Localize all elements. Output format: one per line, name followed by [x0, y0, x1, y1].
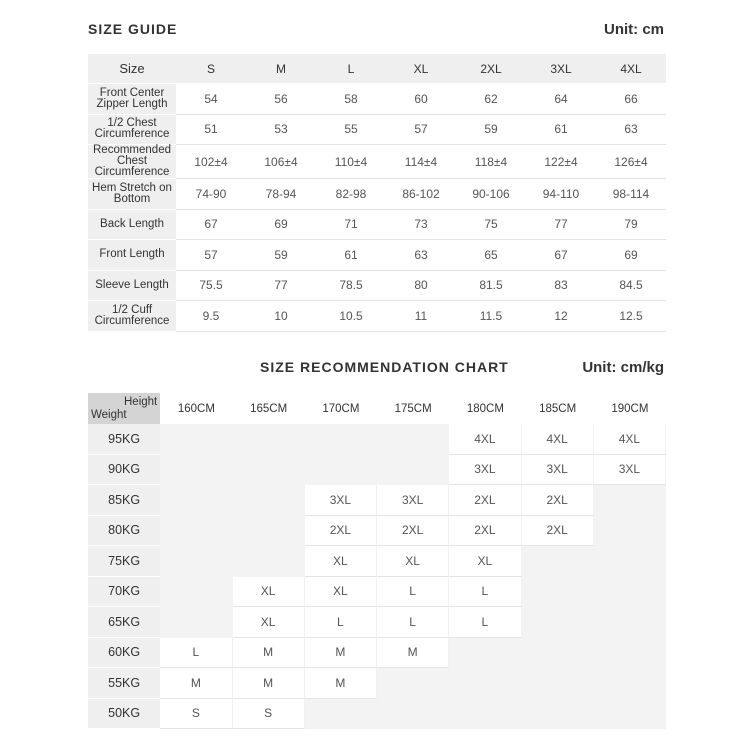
weight-row-label: 60KG — [88, 638, 160, 669]
table-row — [88, 424, 666, 455]
empty-cell — [522, 668, 594, 699]
height-column-header: 185CM — [522, 393, 594, 424]
measurement-value: 102±4 — [176, 145, 246, 179]
table-row — [88, 516, 666, 547]
weight-row-label: 50KG — [88, 699, 160, 730]
empty-cell — [449, 668, 521, 699]
size-column-header: S — [176, 54, 246, 84]
empty-cell — [160, 546, 232, 577]
empty-cell — [233, 516, 305, 547]
recommended-size-cell: 2XL — [449, 485, 521, 516]
measurement-value: 75 — [456, 210, 526, 241]
measurement-value: 79 — [596, 210, 666, 241]
measurement-value: 61 — [526, 115, 596, 146]
recommended-size-cell: 3XL — [377, 485, 449, 516]
measurement-value: 81.5 — [456, 271, 526, 302]
measurement-value: 110±4 — [316, 145, 386, 179]
table-row — [88, 179, 666, 210]
measurement-value: 65 — [456, 240, 526, 271]
empty-cell — [522, 638, 594, 669]
measurement-value: 57 — [386, 115, 456, 146]
height-column-header: 175CM — [377, 393, 449, 424]
measurement-label: 1/2 Cuff Circumference — [88, 301, 176, 332]
measurement-value: 80 — [386, 271, 456, 302]
empty-cell — [594, 577, 666, 608]
recommended-size-cell: XL — [449, 546, 521, 577]
table-row — [88, 210, 666, 241]
empty-cell — [305, 699, 377, 730]
measurement-value: 10.5 — [316, 301, 386, 332]
recommended-size-cell: 4XL — [594, 424, 666, 455]
empty-cell — [160, 424, 232, 455]
size-guide-header-row — [88, 54, 666, 84]
height-weight-corner — [88, 393, 160, 424]
empty-cell — [377, 699, 449, 730]
recommended-size-cell: M — [305, 638, 377, 669]
recommended-size-cell: 4XL — [449, 424, 521, 455]
height-column-header: 190CM — [594, 393, 666, 424]
size-header-label: Size — [88, 54, 176, 84]
size-guide-body — [88, 84, 666, 332]
recommendation-title-bar — [88, 356, 664, 378]
measurement-label: Back Length — [88, 210, 176, 241]
measurement-value: 86-102 — [386, 179, 456, 210]
weight-row-label: 90KG — [88, 455, 160, 486]
recommended-size-cell: S — [233, 699, 305, 730]
table-row — [88, 84, 666, 115]
table-row — [88, 699, 666, 730]
measurement-value: 10 — [246, 301, 316, 332]
recommended-size-cell: S — [160, 699, 232, 730]
table-row — [88, 271, 666, 302]
empty-cell — [594, 699, 666, 730]
weight-row-label: 75KG — [88, 546, 160, 577]
empty-cell — [449, 699, 521, 730]
weight-row-label: 85KG — [88, 485, 160, 516]
recommendation-title: SIZE RECOMMENDATION CHART — [260, 359, 509, 375]
empty-cell — [160, 516, 232, 547]
measurement-value: 77 — [526, 210, 596, 241]
empty-cell — [522, 577, 594, 608]
empty-cell — [594, 516, 666, 547]
table-row — [88, 668, 666, 699]
measurement-value: 11 — [386, 301, 456, 332]
measurement-value: 75.5 — [176, 271, 246, 302]
recommended-size-cell: XL — [305, 577, 377, 608]
measurement-label: Recommended Chest Circumference — [88, 145, 176, 179]
table-row — [88, 240, 666, 271]
recommended-size-cell: 2XL — [522, 485, 594, 516]
recommended-size-cell: XL — [233, 607, 305, 638]
measurement-value: 114±4 — [386, 145, 456, 179]
recommended-size-cell: 2XL — [377, 516, 449, 547]
measurement-value: 63 — [596, 115, 666, 146]
height-column-header: 170CM — [305, 393, 377, 424]
empty-cell — [305, 455, 377, 486]
empty-cell — [233, 485, 305, 516]
measurement-value: 56 — [246, 84, 316, 115]
measurement-value: 59 — [456, 115, 526, 146]
height-column-header: 165CM — [233, 393, 305, 424]
recommended-size-cell: 4XL — [522, 424, 594, 455]
recommendation-body — [88, 424, 666, 729]
table-row — [88, 145, 666, 179]
recommended-size-cell: XL — [233, 577, 305, 608]
empty-cell — [233, 546, 305, 577]
measurement-label: Sleeve Length — [88, 271, 176, 302]
size-column-header: L — [316, 54, 386, 84]
table-row — [88, 607, 666, 638]
recommended-size-cell: L — [160, 638, 232, 669]
measurement-value: 69 — [246, 210, 316, 241]
measurement-value: 54 — [176, 84, 246, 115]
measurement-value: 12 — [526, 301, 596, 332]
measurement-value: 78.5 — [316, 271, 386, 302]
recommended-size-cell: XL — [305, 546, 377, 577]
corner-height-label: Height — [124, 396, 158, 408]
size-guide-title-bar — [88, 18, 664, 40]
empty-cell — [233, 455, 305, 486]
recommendation-unit: Unit: cm/kg — [582, 358, 664, 376]
measurement-label: 1/2 Chest Circumference — [88, 115, 176, 146]
empty-cell — [522, 699, 594, 730]
measurement-value: 78-94 — [246, 179, 316, 210]
weight-row-label: 65KG — [88, 607, 160, 638]
measurement-value: 94-110 — [526, 179, 596, 210]
measurement-label: Hem Stretch on Bottom — [88, 179, 176, 210]
empty-cell — [377, 455, 449, 486]
recommended-size-cell: M — [305, 668, 377, 699]
empty-cell — [522, 546, 594, 577]
measurement-value: 74-90 — [176, 179, 246, 210]
measurement-value: 67 — [526, 240, 596, 271]
measurement-value: 57 — [176, 240, 246, 271]
empty-cell — [594, 485, 666, 516]
measurement-value: 73 — [386, 210, 456, 241]
empty-cell — [377, 424, 449, 455]
measurement-value: 71 — [316, 210, 386, 241]
measurement-value: 55 — [316, 115, 386, 146]
weight-row-label: 80KG — [88, 516, 160, 547]
table-row — [88, 577, 666, 608]
size-column-header: 2XL — [456, 54, 526, 84]
size-column-header: 4XL — [596, 54, 666, 84]
weight-row-label: 70KG — [88, 577, 160, 608]
recommended-size-cell: 2XL — [522, 516, 594, 547]
measurement-value: 60 — [386, 84, 456, 115]
empty-cell — [594, 668, 666, 699]
empty-cell — [160, 455, 232, 486]
empty-cell — [449, 638, 521, 669]
recommended-size-cell: 3XL — [594, 455, 666, 486]
measurement-value: 12.5 — [596, 301, 666, 332]
empty-cell — [594, 607, 666, 638]
measurement-value: 84.5 — [596, 271, 666, 302]
recommended-size-cell: L — [305, 607, 377, 638]
recommended-size-cell: L — [449, 577, 521, 608]
empty-cell — [305, 424, 377, 455]
empty-cell — [160, 577, 232, 608]
recommended-size-cell: 3XL — [522, 455, 594, 486]
recommended-size-cell: 3XL — [305, 485, 377, 516]
recommendation-header-row — [88, 393, 666, 424]
measurement-value: 66 — [596, 84, 666, 115]
size-guide-table — [88, 54, 666, 332]
empty-cell — [160, 607, 232, 638]
size-guide-unit: Unit: cm — [604, 20, 664, 38]
size-guide-title: SIZE GUIDE — [88, 21, 178, 37]
table-row — [88, 115, 666, 146]
measurement-value: 98-114 — [596, 179, 666, 210]
empty-cell — [233, 424, 305, 455]
recommended-size-cell: L — [449, 607, 521, 638]
empty-cell — [522, 607, 594, 638]
table-row — [88, 546, 666, 577]
recommended-size-cell: M — [233, 668, 305, 699]
measurement-label: Front Center Zipper Length — [88, 84, 176, 115]
recommended-size-cell: M — [160, 668, 232, 699]
recommended-size-cell: 2XL — [305, 516, 377, 547]
table-row — [88, 301, 666, 332]
measurement-value: 51 — [176, 115, 246, 146]
corner-weight-label: Weight — [91, 409, 127, 421]
measurement-value: 83 — [526, 271, 596, 302]
size-column-header: 3XL — [526, 54, 596, 84]
measurement-value: 90-106 — [456, 179, 526, 210]
recommended-size-cell: 3XL — [449, 455, 521, 486]
measurement-value: 126±4 — [596, 145, 666, 179]
measurement-value: 53 — [246, 115, 316, 146]
weight-row-label: 55KG — [88, 668, 160, 699]
recommended-size-cell: M — [377, 638, 449, 669]
recommended-size-cell: M — [233, 638, 305, 669]
recommended-size-cell: 2XL — [449, 516, 521, 547]
empty-cell — [594, 546, 666, 577]
table-row — [88, 485, 666, 516]
measurement-value: 64 — [526, 84, 596, 115]
table-row — [88, 455, 666, 486]
measurement-value: 67 — [176, 210, 246, 241]
measurement-value: 11.5 — [456, 301, 526, 332]
measurement-value: 63 — [386, 240, 456, 271]
measurement-value: 69 — [596, 240, 666, 271]
empty-cell — [160, 485, 232, 516]
recommended-size-cell: XL — [377, 546, 449, 577]
height-column-header: 160CM — [160, 393, 232, 424]
measurement-value: 77 — [246, 271, 316, 302]
empty-cell — [594, 638, 666, 669]
weight-row-label: 95KG — [88, 424, 160, 455]
measurement-value: 61 — [316, 240, 386, 271]
height-column-header: 180CM — [449, 393, 521, 424]
measurement-value: 118±4 — [456, 145, 526, 179]
size-column-header: XL — [386, 54, 456, 84]
measurement-value: 82-98 — [316, 179, 386, 210]
measurement-value: 122±4 — [526, 145, 596, 179]
measurement-label: Front Length — [88, 240, 176, 271]
measurement-value: 9.5 — [176, 301, 246, 332]
recommended-size-cell: L — [377, 607, 449, 638]
measurement-value: 59 — [246, 240, 316, 271]
measurement-value: 106±4 — [246, 145, 316, 179]
measurement-value: 62 — [456, 84, 526, 115]
recommended-size-cell: L — [377, 577, 449, 608]
measurement-value: 58 — [316, 84, 386, 115]
table-row — [88, 638, 666, 669]
size-column-header: M — [246, 54, 316, 84]
recommendation-table — [88, 393, 666, 729]
empty-cell — [377, 668, 449, 699]
